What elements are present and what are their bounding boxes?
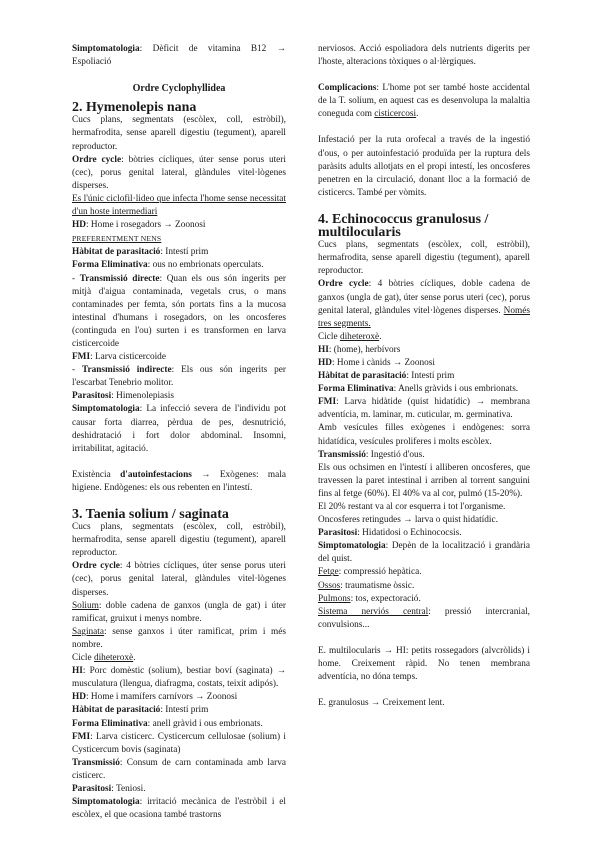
text-run: : Larva hidàtide (quist hidatídic) → membrana adventícia, m. laminar, m. cuticular, m. germinativa. [318,397,530,421]
paragraph [72,796,286,822]
spacer [318,632,530,645]
label-h-bitat-de-parasitaci: Hàbitat de parasitació [72,247,161,258]
text-run: : anell gràvid i ous embrionats. [147,718,263,729]
label-transmissi: Transmissió [318,449,366,460]
section-heading [72,101,286,114]
text-run: : Porc domèstic (solium), bestiar boví (saginata) → musculatura (llengua, diafragma, costats, teixit adipós). [72,666,286,690]
label-simptomatologia: Simptomatologia [318,541,386,552]
text-run: Cucs plans, segmentats (escòlex, coll, estròbil), hermafrodita, sense aparell digestiu (tegument), aparell reproductor. [72,115,286,152]
label-transmissi-indirecte: Transmissió indirecte [81,365,172,376]
label-hi: HI [318,344,329,355]
text-run: : Hidatidosi o Echinococsis. [357,528,462,539]
text-run: : 4 bòtries cícliques, úter sense porus uteri (cec), porus genital lateral, glàndules vitel·lògenes disperses. [72,561,286,598]
label-parasitosi: Parasitosi [72,783,112,794]
label-hi: HI [72,666,83,677]
text-run: Cicle [318,331,340,342]
text-run: : sense ganxos i úter ramificat, prim i més nombre. [72,626,286,650]
paragraph [72,704,286,717]
label-transmissi-directe: Transmissió directe [79,273,160,284]
text-run: : traumatisme òssic. [340,580,415,591]
paragraph [318,383,530,396]
paragraph [318,580,530,593]
text-run: Infestació per la ruta orofecal a través de la ingestió d'ous, o per autoinfestació produïda per la ruptura dels paràsits adults allotjats en el propi intestí, les oncosferes penetren en la circulació, donant lloc a la formació de cisticercs. També per vòmits. [318,135,530,198]
paragraph [318,396,530,422]
text-run: . [133,653,136,664]
text-run: Ordre Cyclophyllidea [132,83,226,95]
paragraph [72,364,286,390]
text-run: : Intestí prim [160,247,209,258]
text-run: - [72,365,82,376]
paragraph [318,566,530,579]
paragraph [318,645,530,684]
paragraph [72,718,286,731]
text-run: : Ingestió d'ous. [365,449,425,460]
text-run: : Consum de carn contaminada amb larva cisticerc. [72,757,286,781]
paragraph [318,134,530,199]
paragraph [318,462,530,501]
text-run: 4. Echinococcus granulosus / multilocularis [318,211,489,241]
paragraph [72,757,286,783]
paragraph [72,560,286,599]
paragraph [318,370,530,383]
paragraph [72,43,286,69]
paragraph [72,390,286,403]
text-run: : Intestí prim [160,705,209,716]
underlined-text: Només tres segments. [318,305,530,329]
label-forma-eliminativa: Forma Eliminativa [72,718,148,729]
label-hd: HD [72,220,86,231]
text-run: Els ous ochsimen en l'intestí i alliberen oncosferes, que travessen la paret intestinal i arriben al torrent sanguini fins al fetge (60%). El 40% va al cor, pulmó (15-20%). [318,462,530,499]
text-run: : Intestí prim [406,371,455,382]
text-run: nerviosos. Acció espoliadora dels nutrients digerits per l'hoste, alteracions tòxiques o al·lèrgiques. [318,44,530,68]
label-parasitosi: Parasitosi [72,391,112,402]
underlined-text: diheteroxè [339,331,380,342]
text-run: Cucs plans, segmentats (escòlex, coll, estròbil), hermafrodita, sense aparell digestiu (tegument), aparell reproductor. [318,240,530,277]
underlined-text: Es l'únic ciclofil·lideo que infecta l'home sense necessitat d'un hoste intermediari [72,193,286,218]
label-fmi: FMI [72,731,91,742]
text-run: Oncosferes retingudes → larva o quist hidatídic. [318,515,498,526]
paragraph [318,422,530,448]
paragraph [318,697,530,710]
label-fmi: FMI [318,397,337,408]
paragraph [318,239,530,278]
text-run: Existència [72,469,121,480]
label-ordre-cycle: Ordre cycle [318,279,369,290]
text-run: : Home i cànids → Zoonosi [331,357,435,368]
text-run: : 4 bòtries cícliques, doble cadena de ganxos (ungla de gat), úter sense porus uteri (cec), porus genital lateral, glàndules vitel·lògenes disperses. [318,279,530,316]
left-column [72,43,286,822]
text-run: - [72,273,80,284]
label-simptomatologia: Simptomatologia [72,44,140,54]
text-run: : Els ous són ingerits per l'escarbat Tenebrio molitor. [72,365,287,389]
spacer [72,456,286,469]
text-run: : ous no embrionats operculats. [147,260,264,271]
paragraph [72,403,286,455]
paragraph [72,246,286,259]
label-complicacions: Complicacions [318,83,377,94]
underlined-text: diheteroxè [93,653,134,664]
paragraph [72,665,286,691]
text-run: : compressió hepàtica. [338,567,422,578]
underlined-text: Pulmons [318,593,351,604]
label-h-bitat-de-parasitaci: Hàbitat de parasitació [72,705,161,716]
text-run: : pressió intercranial, convulsions... [318,606,530,630]
paragraph [318,278,530,330]
paragraph [72,351,286,364]
paragraph [72,273,286,352]
paragraph [318,606,530,632]
paragraph [72,600,286,626]
text-run: : Home i rosegadors → Zoonosi [85,220,206,231]
text-run: : Larva cisticercoide [90,352,166,363]
underlined-caps-text: PREFERENTMENT NENS [72,234,162,244]
underlined-text: cisticercosi [374,109,417,120]
paragraph [318,43,530,69]
paragraph [318,449,530,462]
spacer [318,684,530,697]
paragraph [318,82,530,121]
paragraph [72,652,286,665]
underlined-text: Solium [72,600,99,611]
paragraph [72,626,286,652]
text-run: El 20% restant va al cor esquerra i tot l'organisme. [318,502,506,512]
text-run: 2. Hymenolepis nana [72,100,197,116]
paragraph [72,219,286,232]
paragraph [72,154,286,193]
label-ordre-cycle: Ordre cycle [72,154,122,165]
paragraph [72,691,286,704]
paragraph [72,521,286,560]
spacer [318,121,530,134]
text-run: : irritació mecànica de l'estròbil i el escòlex, el que ocasiona també trastorns [72,797,286,821]
label-fmi: FMI [72,352,91,363]
section-heading [72,82,286,95]
label-transmissi: Transmissió [72,757,120,768]
label-h-bitat-de-parasitaci: Hàbitat de parasitació [318,371,407,382]
label-hd: HD [318,357,332,368]
text-run: : bòtries cícliques, úter sense porus uteri (cec), porus genital lateral, glàndules vitel·lògenes disperses. [72,154,286,191]
text-run: Cucs plans, segmentats (escòlex, coll, estròbil), hermafrodita, sense aparell digestiu (tegument), aparell reproductor. [72,522,286,559]
paragraph [318,501,530,514]
paragraph [318,593,530,606]
text-run: : Larva cisticerc. Cysticercum cellulosae (solium) i Cysticercum bovis (saginata) [72,731,286,755]
text-run: : Home i mamífers carnívors → Zoonosi [85,692,238,703]
underlined-text: Sistema nerviós central [318,606,429,617]
text-run: . [379,331,382,342]
text-run: : Dèficit de vitamina B12 → Espoliació [72,44,286,68]
paragraph [72,193,286,219]
paragraph [318,540,530,566]
section-heading [318,213,530,239]
paragraph [318,331,530,344]
text-run: : tos, expectoració. [350,593,421,604]
text-run: : doble cadena de ganxos (ungla de gat) i úter ramificat, gruixut i menys nombre. [72,600,286,624]
section-heading [72,508,286,521]
text-run: : Depèn de la localització i grandària del quist. [318,541,530,565]
text-run: Cicle [72,653,94,664]
spacer [318,69,530,82]
label-hd: HD [72,692,86,703]
text-run: : La infecció severa de l'individu pot causar forta diarrea, pèrdua de pes, desnutrició, deshidratació i fort dolor abdominal. Insomni, irritabilitat, agitació. [72,404,286,454]
paragraph [318,527,530,540]
paragraph [318,514,530,527]
paragraph [72,783,286,796]
text-run: E. multilocularis → HI: petits rossegadors (alvcròlids) i home. Creixement ràpid. No tenen membrana adventícia, no dóna temps. [318,645,530,683]
text-run: 3. Taenia solium / saginata [72,507,229,522]
underlined-text: Saginata [72,626,105,637]
text-run: : Quan els ous són ingerits per mitjà d'aigua contaminada, vegetals crus, o mans contaminades per femta, són portats fins a la mucosa intestinal d'humans i rosegadors, on les oncosferes (contingudа en l'ou) surten i es transformen en larva cisticercoide [72,273,286,349]
text-run: E. granulosus → Creixement lent. [318,698,445,709]
label-forma-eliminativa: Forma Eliminativa [72,260,148,271]
paragraph [318,357,530,370]
label-simptomatologia: Simptomatologia [72,797,140,808]
text-run: → Exògenes: mala higiene. Endògenes: els ous rebenten en l'intestí. [72,469,286,493]
paragraph [72,232,286,246]
label-forma-eliminativa: Forma Eliminativa [318,384,394,395]
paragraph [72,469,286,495]
text-run: : L'home pot ser també hoste accidental de la T. solium, en aquest cas es desenvolupa la malaltia coneguda com [318,83,530,120]
label-d-autoinfestacions: d'autoinfestacions [120,469,192,480]
label-simptomatologia: Simptomatologia [72,404,140,415]
underlined-text: Fetge [318,567,339,578]
paragraph [318,344,530,357]
label-ordre-cycle: Ordre cycle [72,561,120,572]
label-parasitosi: Parasitosi [318,528,358,539]
text-run: : Teniosi. [111,783,146,794]
text-run: : (home), herbívors [328,344,401,355]
right-column [318,43,530,710]
paragraph [72,114,286,153]
underlined-text: Ossos [318,580,341,591]
text-run: . [416,109,419,120]
text-run: : Himenolepiasis [111,391,174,402]
text-run: : Anells gràvids i ous embrionats. [393,384,519,395]
text-run: Amb vesícules filles exògenes i endògenes: sorra hidatídica, vesícules proliferes i molts escòlex. [318,423,530,447]
paragraph [72,259,286,272]
paragraph [72,731,286,757]
spacer [72,69,286,82]
